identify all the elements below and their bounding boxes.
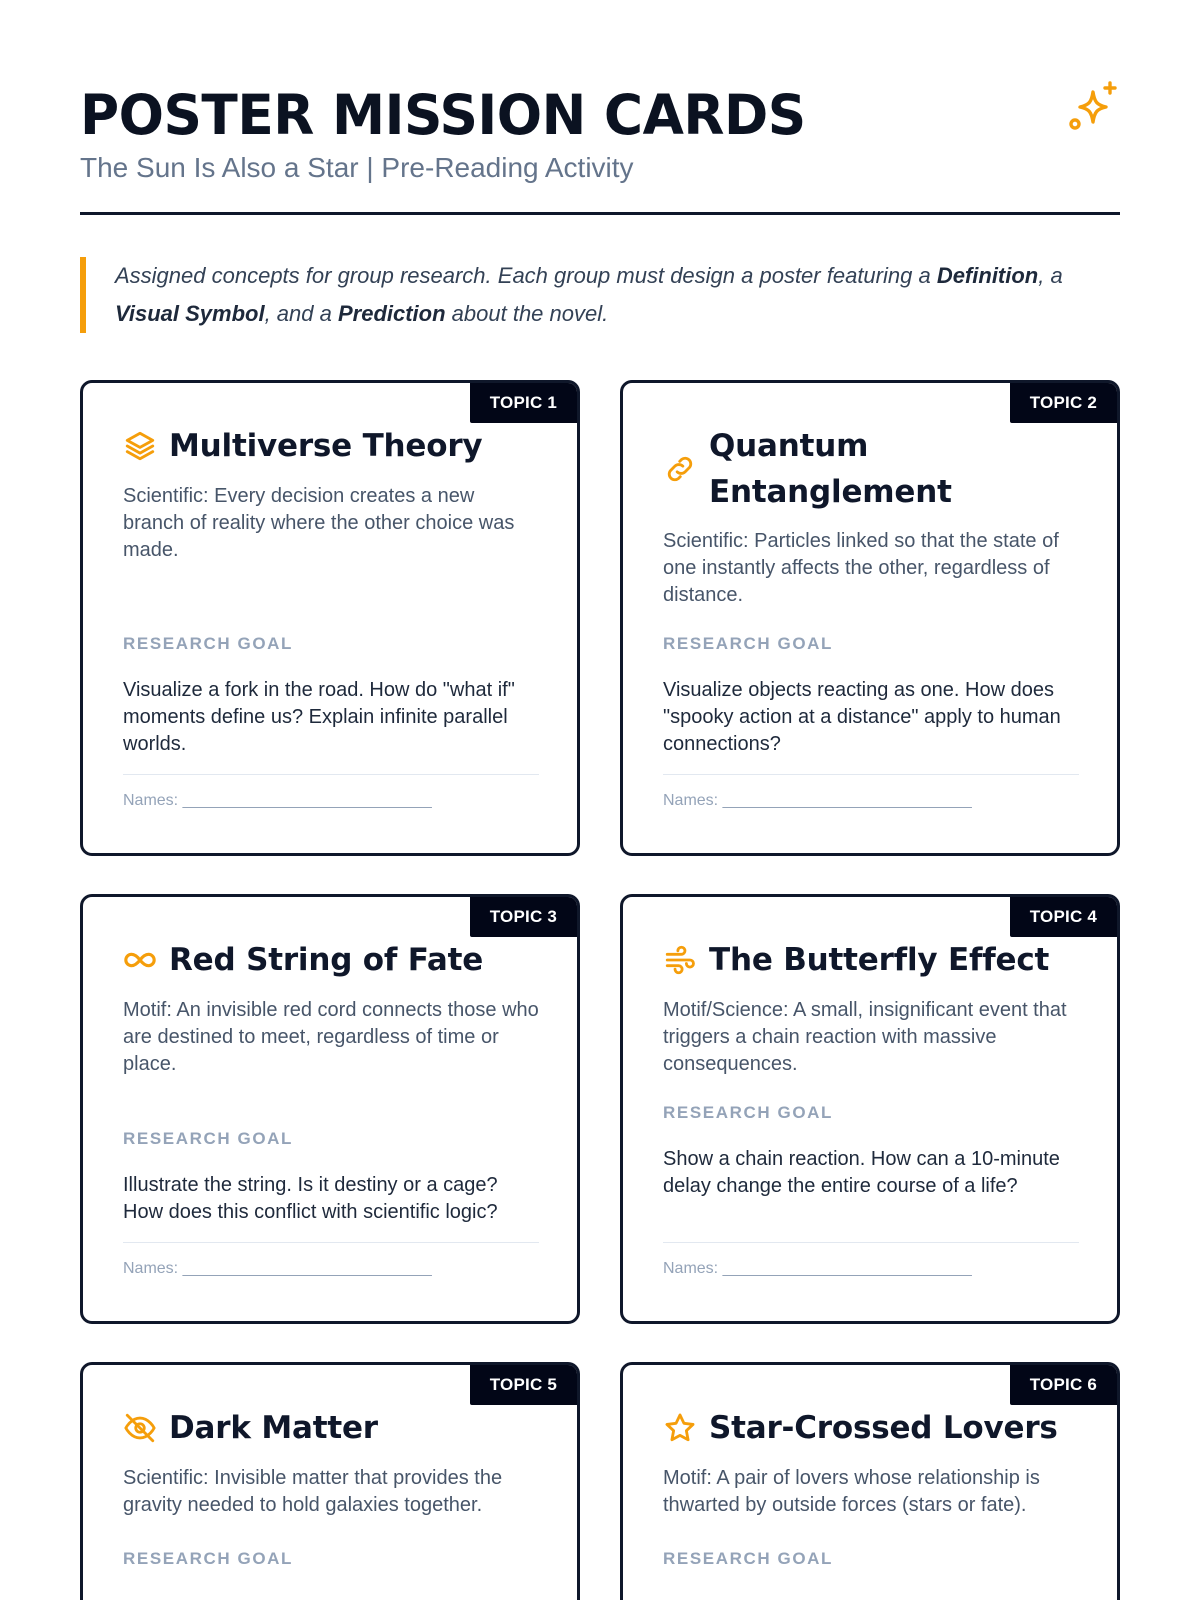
intro-text-part: , a: [1038, 263, 1063, 288]
intro-text-part: Assigned concepts for group research. Each group must design a poster featuring a: [115, 263, 937, 288]
research-goal-text: Illustrate the string. Is it destiny or a cage? How does this conflict with scientific logic?: [123, 1174, 498, 1223]
wind-icon: [663, 943, 697, 977]
intro-callout: [80, 257, 1120, 333]
topic-card-4: [620, 894, 1120, 1324]
topic-badge: TOPIC 1: [470, 383, 577, 423]
names-field[interactable]: Names: ____________________________: [663, 792, 972, 809]
card-description: Scientific: Particles linked so that the state of one instantly affects the other, regardless of distance.: [663, 530, 1059, 606]
research-goal-label: RESEARCH GOAL: [123, 1549, 294, 1568]
card-title: The Butterfly Effect: [709, 942, 1050, 978]
card-title: Dark Matter: [169, 1410, 378, 1446]
star-icon: [663, 1411, 697, 1445]
card-title: Star-Crossed Lovers: [709, 1410, 1058, 1446]
intro-text-part: , and a: [264, 301, 338, 326]
card-description: Motif: An invisible red cord connects those who are destined to meet, regardless of time or place.: [123, 999, 539, 1075]
topic-badge: TOPIC 5: [470, 1365, 577, 1405]
topic-badge: TOPIC 3: [470, 897, 577, 937]
topic-badge: TOPIC 2: [1010, 383, 1117, 423]
card-divider: [663, 1242, 1079, 1243]
link-icon: [663, 452, 697, 486]
card-description: Scientific: Every decision creates a new branch of reality where the other choice was made.: [123, 485, 515, 561]
topic-card-2: [620, 380, 1120, 856]
card-divider: [123, 774, 539, 775]
card-divider: [663, 774, 1079, 775]
names-field[interactable]: Names: ____________________________: [123, 792, 432, 809]
page-title: POSTER MISSION CARDS: [80, 83, 806, 147]
intro-bold-visual-symbol: Visual Symbol: [115, 301, 265, 326]
names-field[interactable]: Names: ____________________________: [663, 1260, 972, 1277]
research-goal-text: Show a chain reaction. How can a 10-minute delay change the entire course of a life?: [663, 1148, 1060, 1197]
topic-card-1: [80, 380, 580, 856]
layers-icon: [123, 429, 157, 463]
topic-card-6: [620, 1362, 1120, 1600]
topic-card-3: [80, 894, 580, 1324]
research-goal-label: RESEARCH GOAL: [663, 634, 834, 653]
worksheet-page: [80, 0, 1120, 1600]
card-description: Motif/Science: A small, insignificant event that triggers a chain reaction with massive consequences.: [663, 999, 1067, 1075]
card-title: Red String of Fate: [169, 942, 484, 978]
topic-badge: TOPIC 6: [1010, 1365, 1117, 1405]
research-goal-label: RESEARCH GOAL: [663, 1103, 834, 1122]
page-subtitle: The Sun Is Also a Star | Pre-Reading Activity: [80, 152, 634, 183]
card-divider: [123, 1242, 539, 1243]
topic-card-5: [80, 1362, 580, 1600]
research-goal-text: Visualize objects reacting as one. How does "spooky action at a distance" apply to human connections?: [663, 679, 1061, 755]
research-goal-label: RESEARCH GOAL: [123, 634, 294, 653]
sparkles-icon: [1066, 80, 1120, 134]
infinity-icon: [123, 943, 157, 977]
research-goal-text: Visualize a fork in the road. How do "what if" moments define us? Explain infinite parallel worlds.: [123, 679, 515, 755]
card-description: Scientific: Invisible matter that provides the gravity needed to hold galaxies together.: [123, 1467, 503, 1516]
intro-text: [115, 257, 1120, 333]
card-title: Quantum Entanglement: [709, 428, 952, 510]
intro-bold-definition: Definition: [936, 263, 1039, 288]
card-description: Motif: A pair of lovers whose relationship is thwarted by outside forces (stars or fate).: [663, 1467, 1040, 1516]
names-field[interactable]: Names: ____________________________: [123, 1260, 432, 1277]
header: [80, 80, 1120, 195]
topic-badge: TOPIC 4: [1010, 897, 1117, 937]
eye-off-icon: [123, 1411, 157, 1445]
card-title: Multiverse Theory: [169, 428, 483, 464]
intro-text-part: about the novel.: [445, 301, 609, 326]
research-goal-label: RESEARCH GOAL: [663, 1549, 834, 1568]
header-divider: [80, 212, 1120, 215]
research-goal-label: RESEARCH GOAL: [123, 1129, 294, 1148]
intro-bold-prediction: Prediction: [337, 301, 446, 326]
